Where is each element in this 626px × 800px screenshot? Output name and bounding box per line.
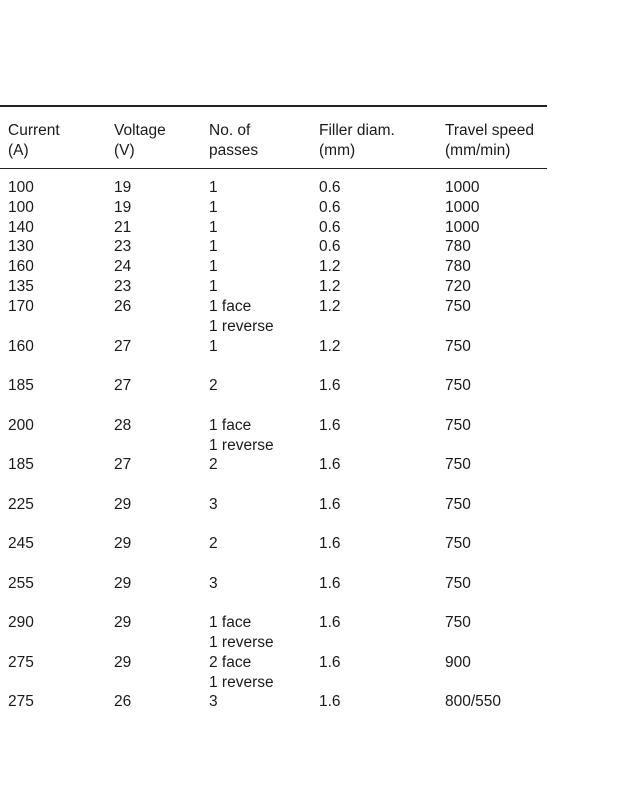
cell-passes-line: 1	[209, 238, 218, 255]
cell-filler: 1.6	[319, 693, 341, 710]
cell-speed: 1000	[445, 219, 480, 236]
cell-voltage: 27	[114, 377, 132, 394]
cell-passes	[209, 495, 218, 515]
cell-passes-line: 1 reverse	[209, 318, 274, 335]
cell-passes-line: 3	[209, 693, 218, 710]
header-current	[8, 121, 60, 161]
table-row	[0, 337, 560, 357]
cell-passes-line: 1 face	[209, 614, 252, 631]
cell-filler: 1.6	[319, 654, 341, 671]
cell-passes-line: 2	[209, 456, 218, 473]
table-row	[0, 574, 560, 594]
table-row	[0, 218, 560, 238]
cell-current: 225	[8, 496, 34, 513]
table-row	[0, 376, 560, 396]
cell-passes-line: 3	[209, 496, 218, 513]
table-row	[0, 692, 560, 712]
cell-voltage: 27	[114, 456, 132, 473]
cell-passes	[209, 198, 218, 218]
header-current-line1: Current	[8, 122, 60, 139]
cell-passes-line: 1	[209, 179, 218, 196]
cell-voltage: 24	[114, 258, 132, 275]
cell-passes-line: 1 face	[209, 298, 252, 315]
cell-speed: 720	[445, 278, 471, 295]
cell-current: 200	[8, 417, 34, 434]
cell-current: 185	[8, 456, 34, 473]
table-header	[0, 121, 560, 165]
cell-filler: 1.2	[319, 338, 341, 355]
cell-passes	[209, 455, 218, 475]
cell-speed: 750	[445, 377, 471, 394]
cell-current: 135	[8, 278, 34, 295]
table-row	[0, 495, 560, 515]
cell-filler: 0.6	[319, 219, 341, 236]
table-row	[0, 455, 560, 475]
cell-passes-line: 1 reverse	[209, 437, 274, 454]
cell-voltage: 26	[114, 693, 132, 710]
cell-passes	[209, 416, 274, 456]
cell-current: 275	[8, 693, 34, 710]
cell-passes	[209, 692, 218, 712]
cell-passes-line: 1 reverse	[209, 674, 274, 691]
header-speed-line1: Travel speed	[445, 122, 535, 139]
cell-current: 290	[8, 614, 34, 631]
cell-passes	[209, 534, 218, 554]
cell-speed: 780	[445, 238, 471, 255]
cell-passes	[209, 178, 218, 198]
cell-current: 275	[8, 654, 34, 671]
cell-voltage: 26	[114, 298, 132, 315]
cell-speed: 1000	[445, 199, 480, 216]
table-row	[0, 198, 560, 218]
table-header-rule	[0, 168, 547, 169]
header-voltage-line2: (V)	[114, 142, 135, 159]
cell-speed: 750	[445, 614, 471, 631]
cell-voltage: 21	[114, 219, 132, 236]
cell-filler: 1.2	[319, 258, 341, 275]
cell-passes-line: 1	[209, 338, 218, 355]
cell-current: 130	[8, 238, 34, 255]
cell-passes	[209, 218, 218, 238]
cell-speed: 750	[445, 298, 471, 315]
cell-filler: 1.6	[319, 417, 341, 434]
cell-speed: 750	[445, 535, 471, 552]
cell-current: 160	[8, 338, 34, 355]
cell-passes-line: 2	[209, 377, 218, 394]
cell-passes	[209, 337, 218, 357]
cell-voltage: 19	[114, 179, 132, 196]
cell-filler: 1.6	[319, 614, 341, 631]
cell-current: 255	[8, 575, 34, 592]
cell-filler: 1.6	[319, 535, 341, 552]
header-speed	[445, 121, 534, 161]
cell-filler: 0.6	[319, 199, 341, 216]
header-passes-line1: No. of	[209, 122, 251, 139]
table-row	[0, 237, 560, 257]
cell-passes	[209, 257, 218, 277]
cell-passes	[209, 237, 218, 257]
cell-voltage: 29	[114, 654, 132, 671]
cell-current: 160	[8, 258, 34, 275]
cell-voltage: 23	[114, 238, 132, 255]
cell-passes	[209, 653, 274, 693]
cell-current: 245	[8, 535, 34, 552]
cell-passes-line: 2	[209, 535, 218, 552]
cell-filler: 1.6	[319, 496, 341, 513]
cell-passes	[209, 277, 218, 297]
header-filler-line2: (mm)	[319, 142, 356, 159]
table-row	[0, 178, 560, 198]
header-speed-line2: (mm/min)	[445, 142, 511, 159]
cell-current: 100	[8, 199, 34, 216]
header-filler	[319, 121, 395, 161]
cell-speed: 750	[445, 575, 471, 592]
header-voltage-line1: Voltage	[114, 122, 166, 139]
cell-passes	[209, 297, 274, 337]
cell-speed: 750	[445, 456, 471, 473]
cell-filler: 1.6	[319, 377, 341, 394]
table-row	[0, 416, 560, 454]
cell-passes-line: 1	[209, 199, 218, 216]
cell-voltage: 29	[114, 535, 132, 552]
cell-speed: 750	[445, 417, 471, 434]
header-passes-line2: passes	[209, 142, 259, 159]
header-passes	[209, 121, 258, 161]
cell-passes	[209, 613, 274, 653]
cell-voltage: 19	[114, 199, 132, 216]
cell-current: 140	[8, 219, 34, 236]
cell-speed: 750	[445, 338, 471, 355]
cell-speed: 1000	[445, 179, 480, 196]
cell-filler: 1.2	[319, 278, 341, 295]
table-row	[0, 297, 560, 335]
cell-filler: 1.6	[319, 456, 341, 473]
cell-filler: 0.6	[319, 238, 341, 255]
cell-speed: 900	[445, 654, 471, 671]
cell-current: 170	[8, 298, 34, 315]
cell-passes-line: 3	[209, 575, 218, 592]
cell-voltage: 27	[114, 338, 132, 355]
cell-passes-line: 1 reverse	[209, 634, 274, 651]
cell-voltage: 29	[114, 575, 132, 592]
cell-filler: 1.2	[319, 298, 341, 315]
cell-current: 100	[8, 179, 34, 196]
cell-current: 185	[8, 377, 34, 394]
cell-voltage: 29	[114, 614, 132, 631]
header-voltage	[114, 121, 166, 161]
cell-speed: 800/550	[445, 693, 502, 710]
cell-passes-line: 1	[209, 258, 218, 275]
cell-passes-line: 2 face	[209, 654, 252, 671]
table-row	[0, 653, 560, 691]
table-row	[0, 534, 560, 554]
cell-passes-line: 1	[209, 219, 218, 236]
cell-passes	[209, 574, 218, 594]
cell-passes	[209, 376, 218, 396]
cell-speed: 780	[445, 258, 471, 275]
table-row	[0, 257, 560, 277]
cell-passes-line: 1 face	[209, 417, 252, 434]
header-filler-line1: Filler diam.	[319, 122, 395, 139]
cell-filler: 1.6	[319, 575, 341, 592]
header-current-line2: (A)	[8, 142, 29, 159]
cell-speed: 750	[445, 496, 471, 513]
table-row	[0, 613, 560, 651]
table-row	[0, 277, 560, 297]
table-top-rule	[0, 105, 547, 107]
cell-voltage: 29	[114, 496, 132, 513]
cell-voltage: 28	[114, 417, 132, 434]
cell-voltage: 23	[114, 278, 132, 295]
cell-passes-line: 1	[209, 278, 218, 295]
cell-filler: 0.6	[319, 179, 341, 196]
